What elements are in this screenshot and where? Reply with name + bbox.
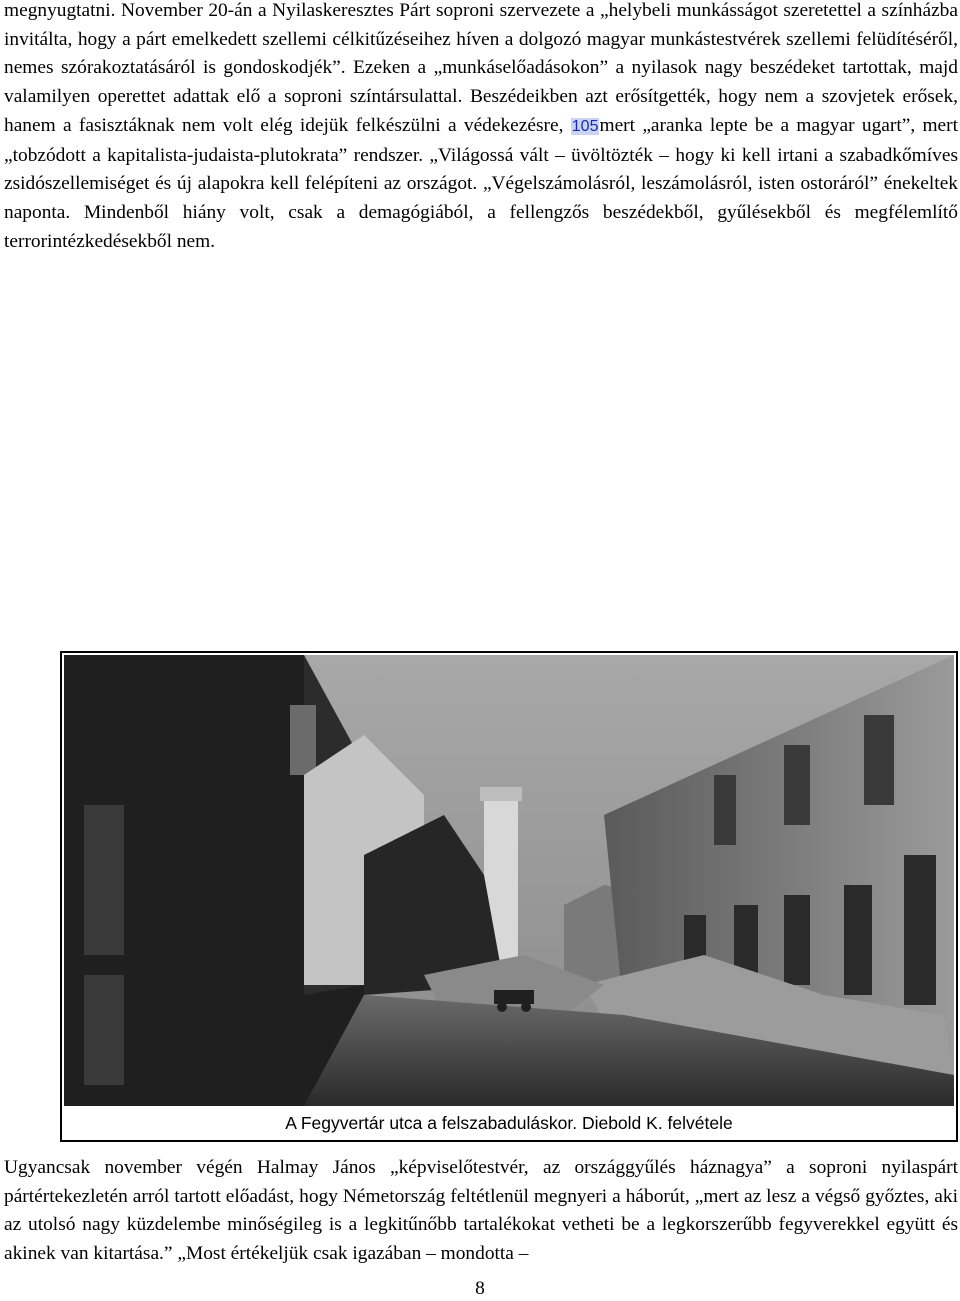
paragraph-top (4, 0, 958, 256)
paragraph-top-text-end: mert „aranka lepte be a magyar ugart”, mert „tobzódott a kapitalista-judaista-plutokrata” rendszer. „Világossá vált – üvöltözték – hogy ki kell irtani a szabadkőmíves zsidószellemiséget és új alapokra kell felépíteni az országot. „Végelszámolásról, leszámolásról, isten ostoráról” énekeltek naponta. Mindenből hiány volt, csak a demagógiából, a fellengzős beszédekből, gyűlésekből és megfélemlítő terrorintézkedésekből nem. (4, 114, 959, 252)
footnote-reference[interactable]: 105 (571, 117, 599, 135)
paragraph-top-text-start: megnyugtatni. November 20-án a Nyilaskeresztes Párt soproni szervezete a „helybeli munkásságot szeretettel a színházba invitálta, hogy a párt emelkedett szellemi célkitűzéseihez híven a dolgozó magyar munkástestvérek szellemi felüdítéséről, nemes szórakoztatásáról is gondoskodjék”. Ezeken a „munkáselőadásokon” a nyilasok nagy beszédeket tartottak, majd valamilyen operettet adattak elő a soproni színtársulattal. Beszédeikben azt erősítgették, hogy nem a szovjetek erősek, hanem a fasisztáknak nem volt elég idejük felkészülni a védekezésre, (4, 0, 958, 136)
page-number: 8 (475, 1278, 485, 1299)
paragraph-bottom: Ugyancsak november végén Halmay János „képviselőtestvér, az országgyűlés háznagya” a soproni nyilaspárt pártértekezletén arról tartott előadást, hogy Németország feltétlenül megnyeri a háborút, „mert az lesz a végső győztes, aki az utolsó nagy küzdelembe minőségileg is a legkitűnőbb tartalékokat vetheti be a legkorszerűbb fegyverekkel együtt és akinek van kitartása.” „Most értékeljük csak igazában – mondotta – (4, 1157, 958, 1265)
street-ruins-photo (64, 655, 954, 1106)
photo-caption: A Fegyvertár utca a felszabaduláskor. Diebold K. felvétele (285, 1113, 733, 1133)
